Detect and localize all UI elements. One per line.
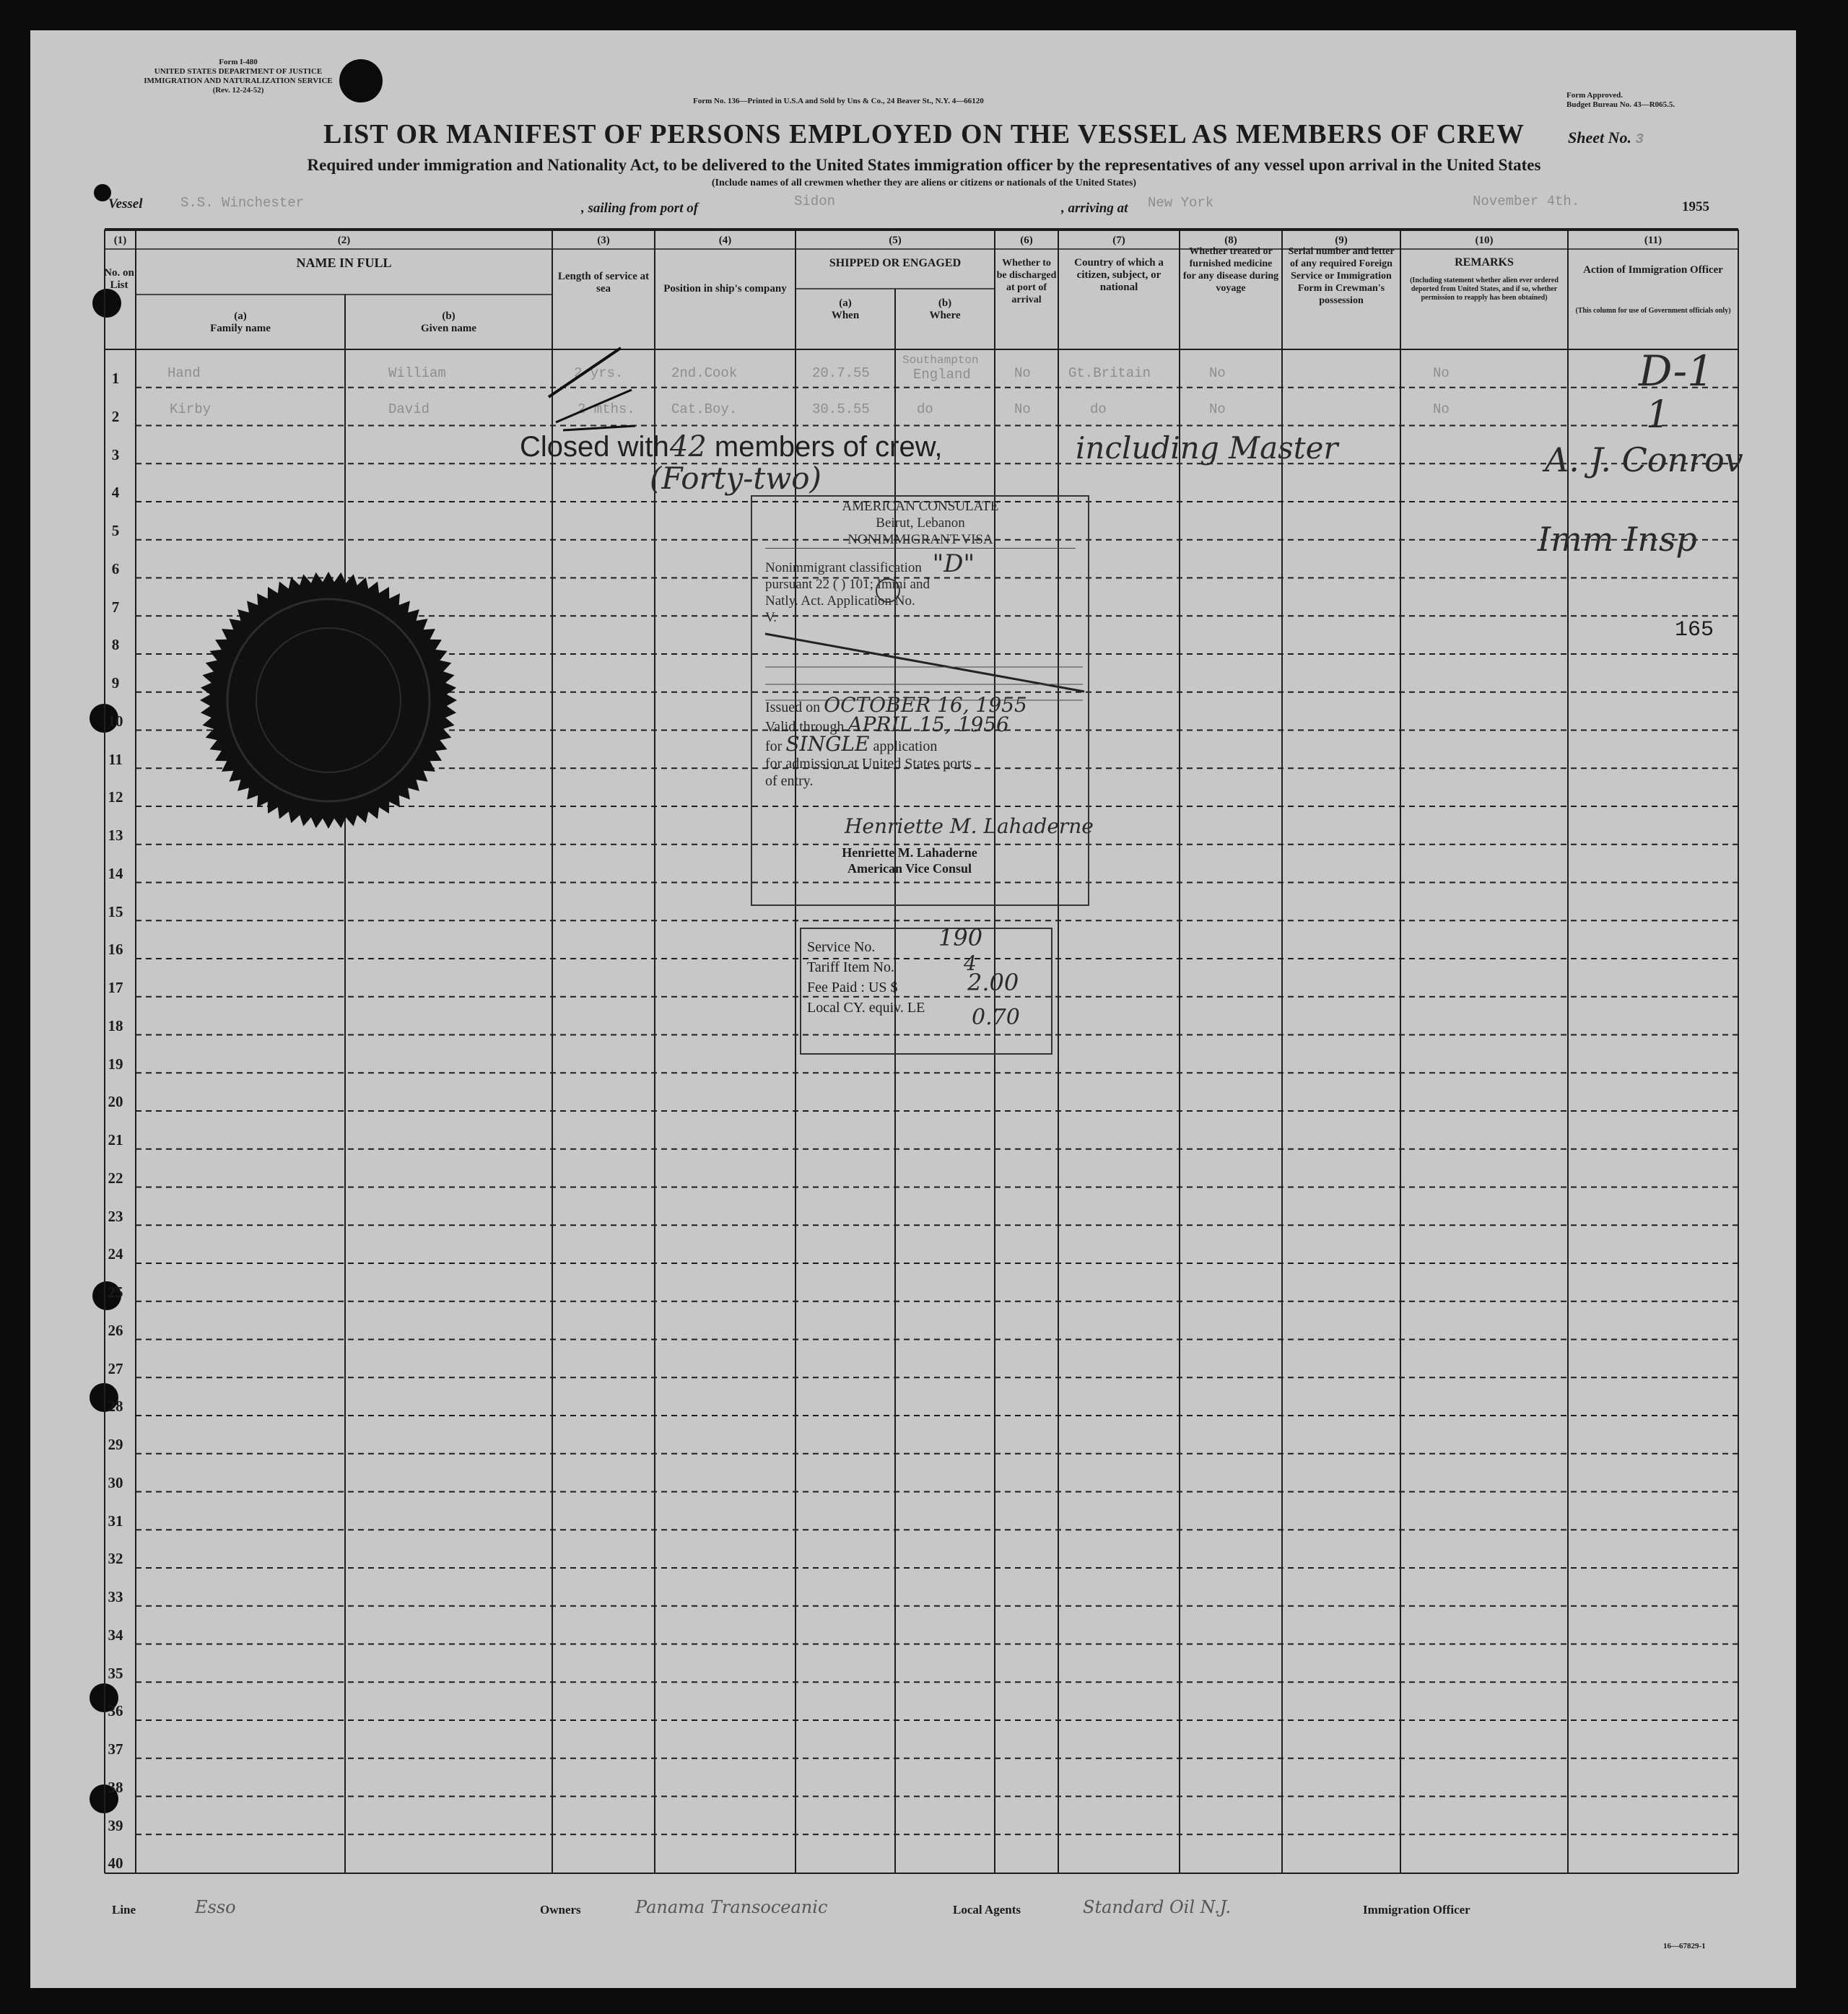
visa-class-mark: "D" [932,549,975,578]
visa-location: Beirut, Lebanon [876,515,965,531]
crew-family-name: Hand [167,365,201,381]
sub-label: When [831,310,860,321]
service-no-label: Service No. [807,939,876,955]
closed-including: including Master [1076,430,1338,466]
row-number: 35 [108,1664,123,1682]
budget-bureau: Budget Bureau No. 43—R065.5. [1566,100,1675,109]
row-number: 12 [108,788,123,806]
closed-count: 42 [669,430,707,463]
officer-mark: A. J. Conrov [1545,440,1743,479]
valid-label: Valid through [765,719,845,735]
crew-service-length: 2 yrs. [574,365,624,381]
admission-line: for admission at United States ports [765,756,972,772]
fee-label: Fee Paid : US $ [807,980,898,995]
row-number: 7 [111,598,120,616]
consul-title: American Vice Consul [847,861,972,876]
local-value: 0.70 [972,1005,1020,1030]
department: UNITED STATES DEPARTMENT OF JUSTICE [154,67,323,76]
visa-validity [765,693,1083,790]
crew-when: 20.7.55 [812,365,870,381]
row-number: 36 [108,1702,123,1720]
sub-tag: (b) [938,297,952,309]
for-value: SINGLE [785,732,870,756]
row-number: 29 [108,1436,123,1453]
row-number: 28 [108,1398,123,1416]
service: IMMIGRATION AND NATURALIZATION SERVICE [144,77,333,85]
closed-text: Closed with [520,431,677,463]
row-number: 3 [111,445,120,463]
local-label: Local CY. equiv. LE [807,1000,925,1016]
vessel-name: S.S. Winchester [180,195,305,211]
row-number: 9 [111,674,120,692]
officer-mark: 1 [1646,393,1670,437]
col-position: Position in ship's company [663,283,787,295]
row-number: 25 [108,1283,123,1301]
col-no: No. on List [104,267,134,291]
row-number: 4 [111,484,120,502]
agents-value: Standard Oil N.J. [1083,1897,1232,1917]
col-serial-number: Serial number and letter of any required Foreign Service or Immigration Form in Crewman's possession [1288,246,1395,306]
row-number: 6 [111,559,120,577]
crew-where: England [913,367,971,383]
arrival-year: 1955 [1682,199,1709,214]
officer-mark: Imm Insp [1538,520,1697,559]
vessel-label: Vessel [108,196,143,212]
col-num: (2) [337,235,351,246]
row-number: 20 [108,1093,123,1111]
sailing-label: , sailing from port of [581,201,699,216]
row-number: 34 [108,1626,123,1644]
col-remarks-note: (Including statement whether alien ever ordered deported from United States, and if so, whether permission to reapply has been obtained) [1410,276,1559,302]
crew-service-length: 2 mths. [578,401,635,417]
row-number: 16 [108,941,123,959]
form-approved: Form Approved. [1566,91,1623,100]
col-num: (1) [113,235,127,246]
valid-date: APRIL 15, 1956 [847,712,1009,736]
consular-seal-icon [195,567,462,834]
row-number: 10 [108,712,123,730]
crew-position: Cat.Boy. [671,401,738,417]
visa-nonimmigrant: Nonimmigrant classification [765,560,922,575]
row-number: 18 [108,1016,123,1034]
row-number: 5 [111,522,120,539]
row-number: 15 [108,902,123,920]
col-num: (3) [597,235,610,246]
row-number: 40 [108,1854,123,1873]
crew-where: do [917,401,933,417]
row-number: 14 [108,864,123,882]
row-number: 37 [108,1740,123,1758]
row-number: 8 [111,636,120,654]
col-num: (8) [1224,235,1237,246]
sub-tag: (a) [234,310,247,322]
visa-type: NONIMMIGRANT VISA [765,531,1076,549]
application-label: application [873,738,938,754]
sub-tag: (a) [839,297,852,309]
closed-count-words: (Forty-two) [650,461,821,496]
printer-note: Form No. 136—Printed in U.S.A and Sold by Uns & Co., 24 Beaver St., N.Y. 4—66120 [693,97,984,105]
row-number: 17 [108,979,123,996]
issued-label: Issued on [765,699,821,715]
crew-medicine: No [1209,365,1226,381]
sheet-label: Sheet No. [1568,128,1631,147]
row-number: 2 [111,407,120,425]
row-number: 22 [108,1169,123,1187]
sub-label: Given name [420,323,477,334]
closed-statement [520,430,943,463]
row-number: 21 [108,1131,123,1148]
col-discharged: Whether to be discharged at port of arrival [996,258,1057,305]
row-number: 27 [108,1359,123,1377]
visa-v-line: V. [765,610,777,625]
sub-label: Family name [210,323,271,334]
col-country: Country of which a citizen, subject, or national [1074,257,1164,293]
crew-given-name: David [388,401,430,417]
col-num: (11) [1644,235,1662,246]
crew-remarks: No [1433,401,1450,417]
include-note: (Include names of all crewmen whether they are aliens or citizens or nationals of the United States) [711,178,1137,188]
crew-given-name: William [388,365,446,381]
col-num: (6) [1020,235,1033,246]
col-length-of-service: Length of service at sea [557,271,650,295]
col-action-note: (This column for use of Government officials only) [1575,307,1731,315]
arriving-port: New York [1148,195,1214,211]
col-medicine: Whether treated or furnished medicine for any disease during voyage [1182,246,1279,294]
row-number: 11 [108,750,123,768]
tariff-label: Tariff Item No. [807,959,894,975]
row-number: 19 [108,1055,123,1073]
row-number: 31 [108,1512,123,1530]
consul-block [801,845,1018,876]
form-number: Form I-480 [219,58,258,66]
sheet-value: 3 [1635,131,1644,147]
row-number: 1 [111,370,120,387]
arriving-label: , arriving at [1061,201,1128,216]
crew-remarks: No [1433,365,1450,381]
row-number: 33 [108,1588,123,1605]
page-number: 165 [1675,618,1714,642]
crew-where: Southampton [902,354,979,367]
for-label: for [765,738,783,754]
closed-text: members of crew, [706,431,943,463]
consul-signature: Henriette M. Lahaderne [845,814,1094,838]
service-no-value: 190 [938,924,983,951]
col-remarks: REMARKS [1455,256,1514,269]
fee-value: 2.00 [967,969,1019,996]
visa-pursuant: pursuant 22 ( ) 101; Immi and [765,577,930,592]
officer-mark: D-1 [1639,346,1714,396]
col-shipped-or-engaged: SHIPPED OR ENGAGED [829,257,962,269]
crew-country: do [1090,401,1107,417]
col-name-in-full: NAME IN FULL [296,256,392,270]
col-num: (5) [889,235,902,246]
tariff-value: 4 [964,951,977,975]
col-num: (7) [1112,235,1125,246]
revision: (Rev. 12-24-52) [212,86,264,95]
owners-label: Owners [540,1903,581,1917]
issued-date: OCTOBER 16, 1955 [824,693,1027,717]
row-number: 26 [108,1321,123,1339]
crew-country: Gt.Britain [1068,365,1151,381]
crew-medicine: No [1209,401,1226,417]
row-number: 13 [108,827,123,844]
visa-nationality-act: Natly. Act. Application No. [765,593,915,609]
consul-name: Henriette M. Lahaderne [842,845,977,860]
row-number: 24 [108,1245,123,1263]
agents-label: Local Agents [953,1903,1021,1917]
col-num: (4) [718,235,732,246]
print-code: 16—67829-1 [1663,1942,1706,1950]
fee-stamp-labels [807,937,925,1018]
page-subtitle: Required under immigration and Nationality Act, to be delivered to the United States immigration officer by the representatives of any vessel upon arrival in the United States [307,156,1541,174]
line-value: Esso [195,1897,236,1917]
row-number: 38 [108,1778,123,1796]
visa-consulate: AMERICAN CONSULATE [842,499,999,514]
entry-line: of entry. [765,773,814,789]
crew-position: 2nd.Cook [671,365,738,381]
officer-label: Immigration Officer [1363,1903,1470,1917]
owners-value: Panama Transoceanic [635,1897,828,1917]
row-number: 23 [108,1207,123,1225]
sub-tag: (b) [442,310,456,322]
col-num: (10) [1475,235,1494,246]
crew-discharged: No [1014,365,1031,381]
arrival-date: November 4th. [1473,193,1580,209]
row-number: 30 [108,1473,123,1491]
sailing-port: Sidon [794,193,836,209]
row-number: 39 [108,1816,123,1834]
crew-discharged: No [1014,401,1031,417]
crew-family-name: Kirby [170,401,212,417]
page-title: LIST OR MANIFEST OF PERSONS EMPLOYED ON THE VESSEL AS MEMBERS OF CREW [323,119,1525,149]
col-num: (9) [1335,235,1348,246]
line-label: Line [112,1903,136,1917]
col-action: Action of Immigration Officer [1583,264,1723,276]
crew-when: 30.5.55 [812,401,870,417]
row-number: 32 [108,1550,123,1568]
sub-label: Where [929,310,961,321]
